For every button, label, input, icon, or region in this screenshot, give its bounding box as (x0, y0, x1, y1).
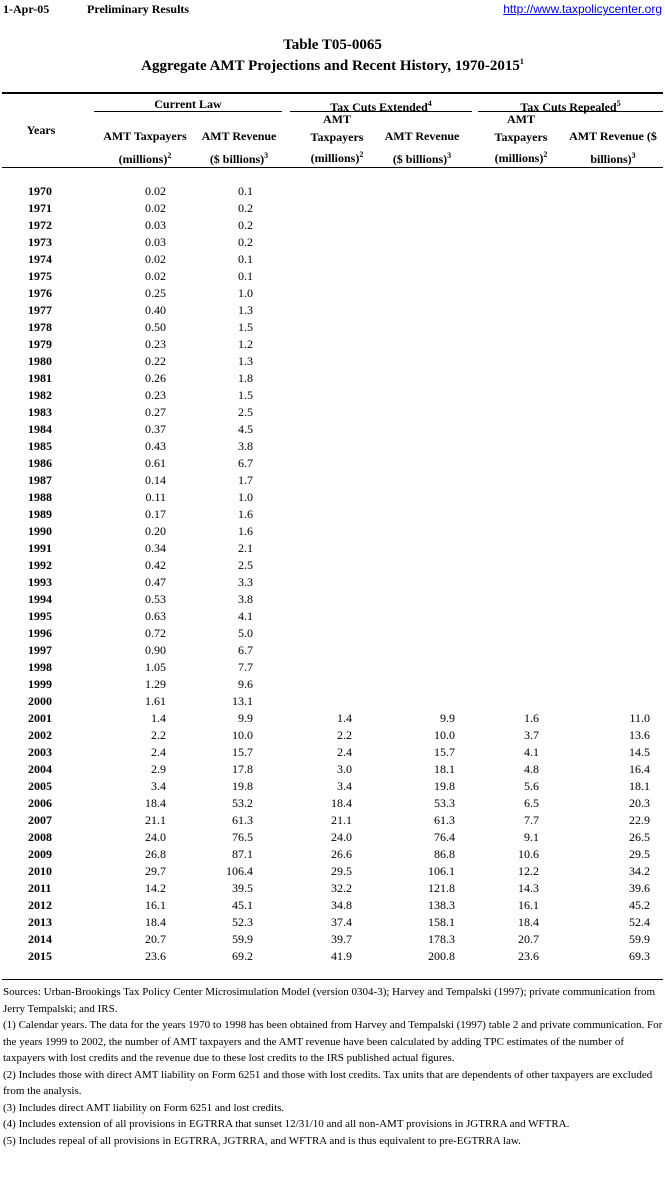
source-link[interactable]: http://www.taxpolicycenter.org (503, 2, 662, 16)
table-row (0, 523, 665, 540)
current-law-revenue-cell: 15.7 (232, 745, 253, 759)
current-law-taxpayers-cell: 0.43 (145, 439, 166, 453)
years-header: Years (26, 123, 56, 137)
ext-taxpayers-footnote: 2 (359, 150, 364, 159)
table-row (0, 625, 665, 642)
current-law-revenue-cell: 1.3 (238, 303, 253, 317)
extended-revenue-cell: 178.3 (428, 932, 455, 946)
current-law-revenue-cell: 3.8 (238, 439, 253, 453)
note-sources: Sources: Urban-Brookings Tax Policy Center Microsimulation Model (version 0304-3); Harvey and Tempalski (1997); private communication from Jerry Tempalski; and IRS. (3, 986, 656, 1015)
current-law-taxpayers-cell: 0.90 (145, 643, 166, 657)
current-law-revenue-cell: 4.1 (238, 609, 253, 623)
table-bottom-rule (2, 979, 663, 980)
repealed-revenue-cell: 45.2 (629, 898, 650, 912)
report-date: 1-Apr-05 (3, 2, 50, 16)
group-repealed-footnote: 5 (616, 99, 621, 108)
extended-taxpayers-cell: 1.4 (337, 711, 352, 725)
current-law-taxpayers-cell: 0.34 (145, 541, 166, 555)
extended-revenue-cell: 158.1 (428, 915, 455, 929)
repealed-revenue-cell: 18.1 (629, 779, 650, 793)
table-row (0, 557, 665, 574)
extended-taxpayers-cell: 21.1 (331, 813, 352, 827)
table-row (0, 404, 665, 421)
rep-taxpayers-line1: AMT (507, 112, 535, 126)
current-law-revenue-cell: 9.6 (238, 677, 253, 691)
repealed-taxpayers-cell: 16.1 (518, 898, 539, 912)
repealed-taxpayers-cell: 12.2 (518, 864, 539, 878)
repealed-taxpayers-cell: 4.8 (524, 762, 539, 776)
header-top-rule (2, 92, 663, 94)
cl-taxpayers-footnote: 2 (167, 151, 172, 160)
repealed-revenue-cell: 26.5 (629, 830, 650, 844)
table-row (0, 387, 665, 404)
year-cell: 1997 (28, 643, 52, 657)
table-row (0, 472, 665, 489)
year-cell: 1983 (28, 405, 52, 419)
year-cell: 2013 (28, 915, 52, 929)
table-row (0, 812, 665, 829)
current-law-taxpayers-cell: 24.0 (145, 830, 166, 844)
repealed-revenue-cell: 52.4 (629, 915, 650, 929)
repealed-taxpayers-cell: 20.7 (518, 932, 539, 946)
extended-revenue-cell: 61.3 (434, 813, 455, 827)
cl-revenue-line2: ($ billions) (209, 152, 265, 166)
year-cell: 1990 (28, 524, 52, 538)
current-law-taxpayers-cell: 2.4 (151, 745, 166, 759)
table-row (0, 574, 665, 591)
rep-taxpayers-line3: (millions) (494, 151, 544, 165)
current-law-revenue-cell: 106.4 (226, 864, 253, 878)
extended-taxpayers-cell: 32.2 (331, 881, 352, 895)
current-law-taxpayers-cell: 0.53 (145, 592, 166, 606)
repealed-taxpayers-cell: 5.6 (524, 779, 539, 793)
year-cell: 2005 (28, 779, 52, 793)
current-law-revenue-cell: 61.3 (232, 813, 253, 827)
repealed-taxpayers-cell: 14.3 (518, 881, 539, 895)
current-law-revenue-cell: 0.2 (238, 201, 253, 215)
table-row (0, 693, 665, 710)
repealed-revenue-cell: 16.4 (629, 762, 650, 776)
current-law-taxpayers-cell: 0.25 (145, 286, 166, 300)
current-law-revenue-cell: 3.8 (238, 592, 253, 606)
year-cell: 1978 (28, 320, 52, 334)
current-law-taxpayers-cell: 0.47 (145, 575, 166, 589)
status-label: Preliminary Results (87, 2, 190, 16)
table-title (0, 57, 665, 75)
table-row (0, 234, 665, 251)
table-row (0, 846, 665, 863)
current-law-revenue-cell: 1.0 (238, 286, 253, 300)
repealed-taxpayers-header (482, 110, 560, 167)
current-law-revenue-cell: 76.5 (232, 830, 253, 844)
repealed-revenue-cell: 29.5 (629, 847, 650, 861)
year-cell: 1995 (28, 609, 52, 623)
current-law-taxpayers-cell: 21.1 (145, 813, 166, 827)
current-law-revenue-cell: 1.8 (238, 371, 253, 385)
current-law-taxpayers-cell: 16.1 (145, 898, 166, 912)
current-law-taxpayers-cell: 0.22 (145, 354, 166, 368)
year-cell: 1996 (28, 626, 52, 640)
current-law-taxpayers-cell: 0.11 (145, 490, 166, 504)
table-number: Table T05-0065 (283, 37, 382, 53)
current-law-revenue-cell: 59.9 (232, 932, 253, 946)
current-law-taxpayers-cell: 0.02 (145, 201, 166, 215)
current-law-revenue-cell: 4.5 (238, 422, 253, 436)
repealed-revenue-cell: 22.9 (629, 813, 650, 827)
repealed-revenue-cell: 14.5 (629, 745, 650, 759)
table-row (0, 829, 665, 846)
table-row (0, 863, 665, 880)
current-law-taxpayers-cell: 0.26 (145, 371, 166, 385)
current-law-taxpayers-cell: 18.4 (145, 915, 166, 929)
year-cell: 1973 (28, 235, 52, 249)
current-law-revenue-cell: 19.8 (232, 779, 253, 793)
table-row (0, 914, 665, 931)
cl-taxpayers-line1: AMT Taxpayers (103, 129, 187, 143)
table-title-footnote: 1 (519, 57, 524, 66)
table-row (0, 710, 665, 727)
year-cell: 1974 (28, 252, 52, 266)
current-law-revenue-cell: 1.3 (238, 354, 253, 368)
year-cell: 2008 (28, 830, 52, 844)
current-law-taxpayers-cell: 0.23 (145, 388, 166, 402)
current-law-taxpayers-cell: 2.9 (151, 762, 166, 776)
current-law-revenue-cell: 5.0 (238, 626, 253, 640)
extended-taxpayers-header (298, 110, 376, 167)
current-law-revenue-header (196, 127, 282, 169)
current-law-taxpayers-cell: 0.63 (145, 609, 166, 623)
current-law-revenue-cell: 87.1 (232, 847, 253, 861)
current-law-revenue-cell: 13.1 (232, 694, 253, 708)
table-row (0, 336, 665, 353)
current-law-taxpayers-cell: 0.72 (145, 626, 166, 640)
year-cell: 1986 (28, 456, 52, 470)
year-cell: 1977 (28, 303, 52, 317)
year-cell: 1989 (28, 507, 52, 521)
repealed-revenue-header (562, 127, 664, 169)
current-law-revenue-cell: 0.1 (238, 269, 253, 283)
current-law-revenue-cell: 6.7 (238, 643, 253, 657)
year-cell: 1999 (28, 677, 52, 691)
table-row (0, 200, 665, 217)
current-law-taxpayers-cell: 0.50 (145, 320, 166, 334)
current-law-revenue-cell: 1.7 (238, 473, 253, 487)
table-row (0, 642, 665, 659)
extended-revenue-cell: 19.8 (434, 779, 455, 793)
extended-revenue-header (380, 127, 464, 169)
repealed-taxpayers-cell: 18.4 (518, 915, 539, 929)
current-law-taxpayers-cell: 0.37 (145, 422, 166, 436)
current-law-revenue-cell: 69.2 (232, 949, 253, 963)
current-law-taxpayers-cell: 0.27 (145, 405, 166, 419)
cl-revenue-footnote: 3 (264, 151, 269, 160)
table-row (0, 880, 665, 897)
current-law-revenue-cell: 2.1 (238, 541, 253, 555)
year-cell: 1985 (28, 439, 52, 453)
repealed-revenue-cell: 39.6 (629, 881, 650, 895)
current-law-taxpayers-cell: 26.8 (145, 847, 166, 861)
current-law-taxpayers-cell: 3.4 (151, 779, 166, 793)
extended-taxpayers-cell: 37.4 (331, 915, 352, 929)
repealed-taxpayers-cell: 4.1 (524, 745, 539, 759)
year-cell: 1970 (28, 184, 52, 198)
current-law-taxpayers-cell: 0.02 (145, 252, 166, 266)
repealed-revenue-cell: 34.2 (629, 864, 650, 878)
ext-revenue-line1: AMT Revenue (384, 129, 460, 143)
current-law-revenue-cell: 1.6 (238, 524, 253, 538)
year-cell: 2000 (28, 694, 52, 708)
current-law-taxpayers-cell: 20.7 (145, 932, 166, 946)
ext-taxpayers-line3: (millions) (310, 151, 360, 165)
extended-revenue-cell: 121.8 (428, 881, 455, 895)
note-2: (2) Includes those with direct AMT liability on Form 6251 and those with lost credits. Tax units that are dependents of other taxpayers are excluded from the analysis. (3, 1068, 653, 1097)
group-extended-label: Tax Cuts Extended (330, 100, 428, 114)
table-row (0, 438, 665, 455)
current-law-taxpayers-cell: 0.02 (145, 269, 166, 283)
table-row (0, 217, 665, 234)
current-law-revenue-cell: 7.7 (238, 660, 253, 674)
ext-taxpayers-line2: Taxpayers (310, 130, 364, 144)
current-law-revenue-cell: 1.0 (238, 490, 253, 504)
current-law-revenue-cell: 0.1 (238, 252, 253, 266)
current-law-taxpayers-cell: 0.03 (145, 218, 166, 232)
year-cell: 2014 (28, 932, 52, 946)
repealed-taxpayers-cell: 23.6 (518, 949, 539, 963)
current-law-taxpayers-cell: 1.4 (151, 711, 166, 725)
year-cell: 1984 (28, 422, 52, 436)
extended-taxpayers-cell: 24.0 (331, 830, 352, 844)
group-current-law-label: Current Law (154, 97, 222, 111)
repealed-taxpayers-cell: 3.7 (524, 728, 539, 742)
table-row (0, 302, 665, 319)
current-law-taxpayers-cell: 0.14 (145, 473, 166, 487)
extended-revenue-cell: 138.3 (428, 898, 455, 912)
current-law-taxpayers-cell: 1.61 (145, 694, 166, 708)
rep-taxpayers-footnote: 2 (543, 150, 548, 159)
repealed-taxpayers-cell: 10.6 (518, 847, 539, 861)
current-law-taxpayers-cell: 2.2 (151, 728, 166, 742)
year-cell: 2007 (28, 813, 52, 827)
repealed-taxpayers-cell: 7.7 (524, 813, 539, 827)
repealed-revenue-cell: 13.6 (629, 728, 650, 742)
table-row (0, 421, 665, 438)
current-law-revenue-cell: 2.5 (238, 558, 253, 572)
year-cell: 1998 (28, 660, 52, 674)
note-3: (3) Includes direct AMT liability on Form 6251 and lost credits. (3, 1101, 285, 1114)
year-cell: 2006 (28, 796, 52, 810)
cl-revenue-line1: AMT Revenue (201, 129, 277, 143)
current-law-taxpayers-cell: 0.17 (145, 507, 166, 521)
table-row (0, 659, 665, 676)
repealed-revenue-cell: 59.9 (629, 932, 650, 946)
repealed-taxpayers-cell: 6.5 (524, 796, 539, 810)
rep-revenue-line1: AMT Revenue ($ (569, 129, 657, 143)
table-title-text: Aggregate AMT Projections and Recent History, 1970-2015 (141, 58, 520, 74)
current-law-revenue-cell: 6.7 (238, 456, 253, 470)
rep-taxpayers-line2: Taxpayers (494, 130, 548, 144)
year-cell: 1971 (28, 201, 52, 215)
year-cell: 2002 (28, 728, 52, 742)
note-1: (1) Calendar years. The data for the years 1970 to 1998 has been obtained from Harvey and Tempalski (1997) table 2 and private communication. For the years 1999 to 2002, the number of AMT taxpayers and the AMT revenue have been calculated by adding TPC estimates of the number of taxpayers with lost credits and the revenue due to these lost credits to the IRS published actual figures. (3, 1019, 663, 1064)
year-cell: 1991 (28, 541, 52, 555)
year-cell: 1987 (28, 473, 52, 487)
year-cell: 2010 (28, 864, 52, 878)
cl-taxpayers-line2: (millions) (118, 152, 168, 166)
extended-revenue-cell: 106.1 (428, 864, 455, 878)
current-law-taxpayers-cell: 0.02 (145, 184, 166, 198)
extended-taxpayers-cell: 2.4 (337, 745, 352, 759)
current-law-taxpayers-cell: 0.20 (145, 524, 166, 538)
repealed-taxpayers-cell: 1.6 (524, 711, 539, 725)
current-law-taxpayers-cell: 0.42 (145, 558, 166, 572)
year-cell: 1975 (28, 269, 52, 283)
current-law-taxpayers-cell: 14.2 (145, 881, 166, 895)
extended-revenue-cell: 10.0 (434, 728, 455, 742)
current-law-revenue-cell: 2.5 (238, 405, 253, 419)
table-row (0, 251, 665, 268)
ext-taxpayers-line1: AMT (323, 112, 351, 126)
table-row (0, 353, 665, 370)
current-law-revenue-cell: 3.3 (238, 575, 253, 589)
current-law-taxpayers-cell: 1.05 (145, 660, 166, 674)
group-current-law (94, 97, 282, 111)
table-row (0, 455, 665, 472)
current-law-taxpayers-cell: 0.61 (145, 456, 166, 470)
current-law-revenue-cell: 1.2 (238, 337, 253, 351)
table-row (0, 591, 665, 608)
extended-revenue-cell: 18.1 (434, 762, 455, 776)
extended-taxpayers-cell: 29.5 (331, 864, 352, 878)
table-row (0, 183, 665, 200)
extended-taxpayers-cell: 3.0 (337, 762, 352, 776)
extended-taxpayers-cell: 41.9 (331, 949, 352, 963)
year-cell: 2003 (28, 745, 52, 759)
table-row (0, 506, 665, 523)
extended-taxpayers-cell: 34.8 (331, 898, 352, 912)
current-law-revenue-cell: 1.6 (238, 507, 253, 521)
header-bottom-rule (2, 167, 663, 168)
year-cell: 1993 (28, 575, 52, 589)
extended-taxpayers-cell: 26.6 (331, 847, 352, 861)
current-law-revenue-cell: 1.5 (238, 320, 253, 334)
year-cell: 1992 (28, 558, 52, 572)
current-law-revenue-cell: 9.9 (238, 711, 253, 725)
year-cell: 2015 (28, 949, 52, 963)
repealed-taxpayers-cell: 9.1 (524, 830, 539, 844)
current-law-taxpayers-cell: 23.6 (145, 949, 166, 963)
table-row (0, 489, 665, 506)
current-law-revenue-cell: 17.8 (232, 762, 253, 776)
year-cell: 1979 (28, 337, 52, 351)
current-law-taxpayers-cell: 1.29 (145, 677, 166, 691)
note-5: (5) Includes repeal of all provisions in EGTRRA, JGTRRA, and WFTRA and is thus equivalent to pre-EGTRRA law. (3, 1134, 521, 1147)
table-row (0, 795, 665, 812)
repealed-revenue-cell: 69.3 (629, 949, 650, 963)
rep-revenue-footnote: 3 (631, 151, 636, 160)
table-row (0, 370, 665, 387)
table-row (0, 540, 665, 557)
current-law-revenue-cell: 45.1 (232, 898, 253, 912)
extended-revenue-cell: 200.8 (428, 949, 455, 963)
current-law-taxpayers-cell: 29.7 (145, 864, 166, 878)
group-repealed-label: Tax Cuts Repealed (520, 100, 617, 114)
year-cell: 1982 (28, 388, 52, 402)
current-law-taxpayers-header (94, 127, 196, 169)
group-extended-footnote: 4 (427, 99, 432, 108)
table-body (0, 183, 665, 965)
rep-revenue-line2: billions) (590, 152, 632, 166)
top-bar (3, 2, 662, 18)
year-cell: 1988 (28, 490, 52, 504)
current-law-revenue-cell: 10.0 (232, 728, 253, 742)
extended-taxpayers-cell: 3.4 (337, 779, 352, 793)
table-row (0, 931, 665, 948)
repealed-revenue-cell: 11.0 (629, 711, 650, 725)
table-row (0, 608, 665, 625)
extended-revenue-cell: 9.9 (440, 711, 455, 725)
table-row (0, 319, 665, 336)
table-row (0, 744, 665, 761)
table-row (0, 761, 665, 778)
year-cell: 2004 (28, 762, 52, 776)
year-cell: 1981 (28, 371, 52, 385)
current-law-revenue-cell: 53.2 (232, 796, 253, 810)
extended-revenue-cell: 76.4 (434, 830, 455, 844)
current-law-taxpayers-cell: 0.23 (145, 337, 166, 351)
extended-taxpayers-cell: 39.7 (331, 932, 352, 946)
current-law-revenue-cell: 0.2 (238, 218, 253, 232)
footnotes (3, 984, 663, 1149)
year-cell: 1994 (28, 592, 52, 606)
year-cell: 2012 (28, 898, 52, 912)
current-law-taxpayers-cell: 18.4 (145, 796, 166, 810)
year-cell: 1976 (28, 286, 52, 300)
group-underline-current (94, 111, 282, 112)
note-4: (4) Includes extension of all provisions in EGTRRA that sunset 12/31/10 and all non-AMT provisions in JGTRRA and WFTRA. (3, 1118, 570, 1130)
table-row (0, 676, 665, 693)
extended-revenue-cell: 53.3 (434, 796, 455, 810)
current-law-revenue-cell: 0.1 (238, 184, 253, 198)
extended-revenue-cell: 86.8 (434, 847, 455, 861)
table-row (0, 268, 665, 285)
extended-taxpayers-cell: 18.4 (331, 796, 352, 810)
year-cell: 2011 (28, 881, 52, 895)
table-row (0, 778, 665, 795)
year-cell: 1972 (28, 218, 52, 232)
current-law-taxpayers-cell: 0.03 (145, 235, 166, 249)
extended-revenue-cell: 15.7 (434, 745, 455, 759)
year-cell: 2001 (28, 711, 52, 725)
current-law-revenue-cell: 1.5 (238, 388, 253, 402)
repealed-revenue-cell: 20.3 (629, 796, 650, 810)
current-law-taxpayers-cell: 0.40 (145, 303, 166, 317)
table-row (0, 285, 665, 302)
ext-revenue-line2: ($ billions) (392, 152, 448, 166)
ext-revenue-footnote: 3 (447, 151, 452, 160)
year-cell: 2009 (28, 847, 52, 861)
extended-taxpayers-cell: 2.2 (337, 728, 352, 742)
year-cell: 1980 (28, 354, 52, 368)
current-law-revenue-cell: 39.5 (232, 881, 253, 895)
table-row (0, 727, 665, 744)
table-row (0, 948, 665, 965)
current-law-revenue-cell: 0.2 (238, 235, 253, 249)
current-law-revenue-cell: 52.3 (232, 915, 253, 929)
table-row (0, 897, 665, 914)
